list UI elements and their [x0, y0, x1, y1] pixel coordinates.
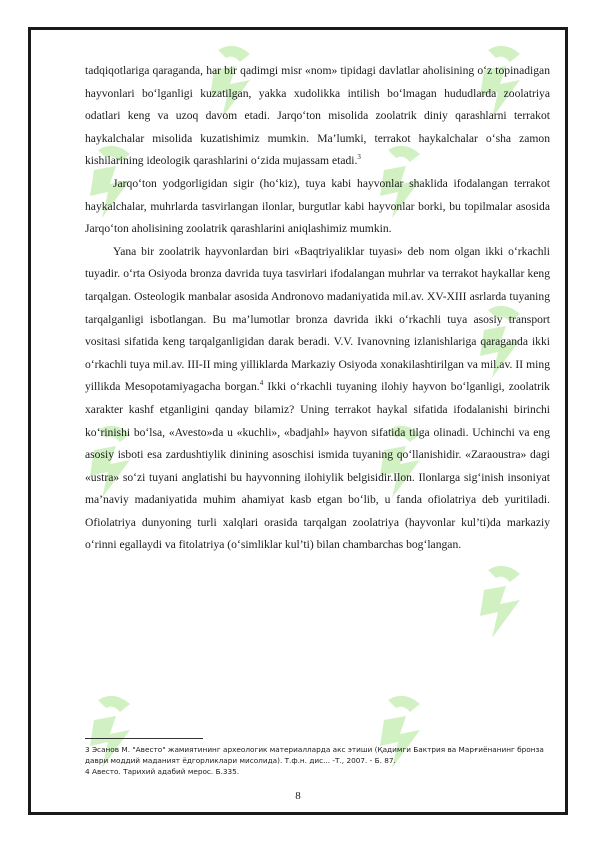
body-text: [85, 60, 550, 557]
paragraph-2: [85, 173, 550, 241]
footnote-ref-3[interactable]: 3: [357, 153, 361, 162]
paragraph-1: [85, 60, 550, 173]
watermark-logo-icon: [470, 560, 540, 650]
page-number: 8: [295, 790, 301, 802]
paragraph-3-text-b: Ikki o‘rkachli tuyaning ilohiy hayvon bo‘lganligi, zoolatrik xarakter kashf etganligini qanday bilamiz? Uning terrakot haykal sifatida ifodalanishi birinchi ko‘rinishi bo‘lsa, «Avesto»da u «kuchli», «badjahl» hayvon sifatida tilga olinadi. Uchinchi va eng asosiy isboti esa zardushtiylik dinining asoschisi ismida tuyaning qo‘llanishidir. «Zaraoustra» dagi «ustra» so‘zi tuyani anglatishi bu hayvonning ilohiylik belgisidir.Ilon. Ilonlarga sig‘inish insoniyat ma’naviy madaniyatida muhim ahamiyat kasb etgan bo‘lib, u fanda ofiolatriya deb yuritiladi. Ofiolatriya dunyoning turli xalqlari orasida tarqalgan zoolatriya (hayvonlar kul’ti)da markaziy o‘rinni egallaydi va fitolatriya (o‘simliklar kul’ti) bilan chambarchas bog‘langan.: [85, 380, 550, 552]
footnote-ref-4[interactable]: 4: [259, 379, 264, 388]
paragraph-3: [85, 241, 550, 557]
footnote-4: 4 Авесто. Тарихий адабий мерос. Б.335.: [85, 767, 240, 777]
footnote-3: 3 Эсанов М. "Авесто" жамиятининг археологик материалларда акс этиши (Қадимги Бактрия ва Марғиёнанинг бронза даври моддий маданият ёдгорликлари мисолида). Т.ф.н. дис... -Т., 2007. - Б. 87.: [85, 745, 544, 766]
paragraph-3-text-a: Yana bir zoolatrik hayvonlardan biri «Baqtriyaliklar tuyasi» deb nom olgan ikki o‘rkachli tuyadir. o‘rta Osiyoda bronza davrida tuya tasvirlari ifodalangan muhrlar va terrakot haykallar keng tarqalgan. Osteologik manbalar asosida Andronovo madaniyatida mil.av. XV-XIII asrlarda tuyaning tarqalganligi isbotlangan. Bu ma’lumotlar bronza davrida ikki o‘rkachli tuya asosiy transport vositasi sifatida keng tarqalganligidan darak beradi. V.V. Ivanovning izlanishlariga qaraganda ikki o‘rkachli tuya mil.av. III-II ming yilliklarda Markaziy Osiyoda xonakilashtirilgan va mil.av. II ming yillikda Mesopotamiyagacha borgan.: [85, 244, 550, 394]
paragraph-1-text: tadqiqotlariga qaraganda, har bir qadimgi misr «nom» tipidagi davlatlar aholisining o‘z topinadigan hayvonlari bo‘lganligi kuzatilgan, yakka xudolikka intilish bo‘lmagan hududlarda zoolatriya odatlari keng va uzoq davom etadi. Jarqo‘ton misolida zoolatrik diniy qarashlarni terrakot haykalchalar misolida kuzatishimiz mumkin. Ma’lumki, terrakot haykalchalar o‘sha zamon kishilarining ideologik qarashlarini o‘zida mujassam etadi.: [85, 64, 550, 168]
footnotes: [85, 744, 550, 778]
footnote-divider: [85, 738, 203, 739]
paragraph-2-text: Jarqo‘ton yodgorligidan sigir (ho‘kiz), tuya kabi hayvonlar shaklida ifodalangan terrakot haykalchalar, muhrlarda tasvirlangan ilonlar, burgutlar kabi hayvonlar borki, bu topilmalar asosida Jarqo‘ton aholisining zoolatrik qarashlarini aniqlashimiz mumkin.: [85, 176, 550, 236]
